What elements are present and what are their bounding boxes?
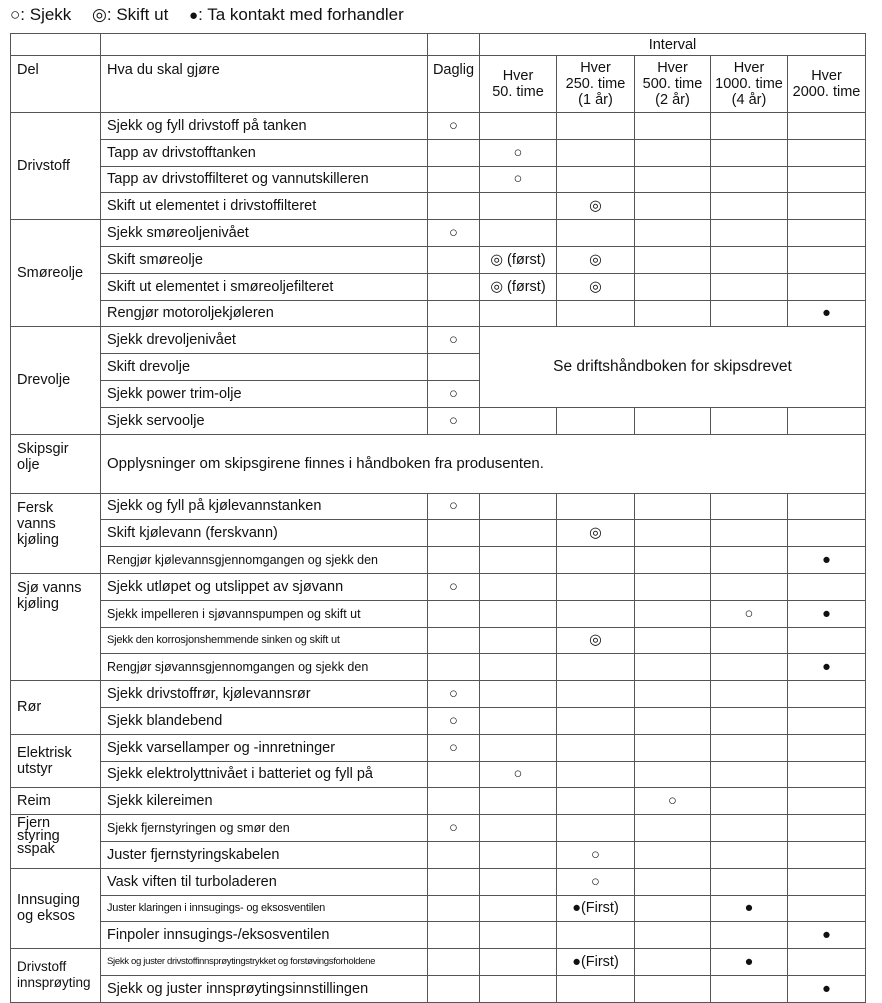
empty-cell xyxy=(428,520,480,547)
table-row xyxy=(11,895,866,922)
empty-cell xyxy=(711,193,788,220)
empty-cell xyxy=(635,841,711,868)
empty-cell xyxy=(635,547,711,574)
header-250h xyxy=(557,56,635,113)
empty-cell xyxy=(480,949,557,976)
empty-cell xyxy=(788,139,866,166)
empty-cell xyxy=(480,815,557,842)
empty-cell xyxy=(557,681,635,708)
empty-cell xyxy=(635,761,711,788)
empty-cell xyxy=(557,600,635,627)
header-500h-line1: Hver xyxy=(657,60,688,76)
check-circle-icon: ○ xyxy=(711,600,788,627)
drive-manual-note: Se driftshåndboken for skipsdrevet xyxy=(480,327,866,407)
empty-cell xyxy=(480,407,557,434)
empty-cell xyxy=(428,273,480,300)
replace-double-circle-icon: ◎ xyxy=(557,627,635,654)
empty-cell xyxy=(480,300,557,327)
empty-cell xyxy=(788,627,866,654)
check-circle-icon: ○ xyxy=(428,220,480,247)
empty-cell xyxy=(711,734,788,761)
legend-check-label: : Sjekk xyxy=(20,5,72,24)
task-cell: Sjekk elektrolyttnivået i batteriet og fyll på xyxy=(101,761,428,788)
empty-cell xyxy=(480,841,557,868)
check-circle-icon: ○ xyxy=(635,788,711,815)
empty-cell xyxy=(788,761,866,788)
header-task: Hva du skal gjøre xyxy=(101,56,428,113)
empty-cell xyxy=(480,193,557,220)
empty-cell xyxy=(635,949,711,976)
replace-first-icon: ◎ (først) xyxy=(480,273,557,300)
section-pipes: Rør xyxy=(11,681,101,735)
empty-cell xyxy=(711,220,788,247)
empty-cell xyxy=(428,627,480,654)
table-row xyxy=(11,815,866,842)
empty-cell xyxy=(635,654,711,681)
section-fuel: Drivstoff xyxy=(11,113,101,220)
check-circle-icon: ○ xyxy=(480,139,557,166)
legend-replace xyxy=(92,5,168,24)
check-circle-icon: ○ xyxy=(480,166,557,193)
task-cell: Sjekk drivstoffrør, kjølevannsrør xyxy=(101,681,428,708)
dealer-filled-circle-icon: ● xyxy=(788,300,866,327)
dealer-filled-circle-icon: ● xyxy=(788,547,866,574)
check-circle-icon: ○ xyxy=(428,380,480,407)
check-circle-icon: ○ xyxy=(428,327,480,354)
header-50h xyxy=(480,56,557,113)
empty-cell xyxy=(788,273,866,300)
section-remote: Fjern styring sspak xyxy=(11,815,101,869)
empty-cell xyxy=(428,193,480,220)
section-oil: Smøreolje xyxy=(11,220,101,327)
task-cell: Skift ut elementet i smøreoljefilteret xyxy=(101,273,428,300)
empty-cell xyxy=(788,841,866,868)
task-cell: Sjekk utløpet og utslippet av sjøvann xyxy=(101,573,428,600)
replace-double-circle-icon: ◎ xyxy=(92,5,107,24)
empty-cell xyxy=(711,654,788,681)
header-blank-part xyxy=(11,34,101,56)
empty-cell xyxy=(480,654,557,681)
table-row xyxy=(11,547,866,574)
section-intake: Innsuging og eksos xyxy=(11,868,101,948)
table-row xyxy=(11,707,866,734)
task-cell: Rengjør motoroljekjøleren xyxy=(101,300,428,327)
empty-cell xyxy=(788,493,866,520)
empty-cell xyxy=(711,627,788,654)
empty-cell xyxy=(480,707,557,734)
empty-cell xyxy=(635,975,711,1002)
table-row xyxy=(11,949,866,976)
empty-cell xyxy=(635,493,711,520)
task-cell: Sjekk impelleren i sjøvannspumpen og skift ut xyxy=(101,600,428,627)
empty-cell xyxy=(788,788,866,815)
table-row xyxy=(11,600,866,627)
task-cell: Sjekk blandebend xyxy=(101,707,428,734)
task-cell: Sjekk servoolje xyxy=(101,407,428,434)
empty-cell xyxy=(711,493,788,520)
empty-cell xyxy=(711,547,788,574)
task-cell: Skift drevolje xyxy=(101,354,428,381)
empty-cell xyxy=(428,654,480,681)
header-50h-line1: Hver xyxy=(502,68,534,84)
header-interval: Interval xyxy=(480,34,866,56)
empty-cell xyxy=(711,113,788,140)
task-cell: Juster klaringen i innsugings- og eksosventilen xyxy=(101,895,428,922)
dealer-filled-circle-icon: ● xyxy=(711,949,788,976)
dealer-first-icon: ●(First) xyxy=(557,895,635,922)
empty-cell xyxy=(557,493,635,520)
empty-cell xyxy=(635,815,711,842)
legend-replace-label: : Skift ut xyxy=(106,5,169,24)
dealer-filled-circle-icon: ● xyxy=(189,7,199,24)
task-cell: Skift smøreolje xyxy=(101,246,428,273)
empty-cell xyxy=(711,841,788,868)
replace-double-circle-icon: ◎ xyxy=(557,246,635,273)
empty-cell xyxy=(788,193,866,220)
empty-cell xyxy=(711,761,788,788)
empty-cell xyxy=(635,922,711,949)
empty-cell xyxy=(711,273,788,300)
table-row xyxy=(11,761,866,788)
empty-cell xyxy=(635,300,711,327)
table-row xyxy=(11,841,866,868)
table-row xyxy=(11,113,866,140)
section-belt: Reim xyxy=(11,788,101,815)
empty-cell xyxy=(480,895,557,922)
check-circle-icon: ○ xyxy=(428,707,480,734)
check-circle-icon: ○ xyxy=(428,573,480,600)
empty-cell xyxy=(788,707,866,734)
empty-cell xyxy=(428,547,480,574)
empty-cell xyxy=(557,220,635,247)
task-cell: Juster fjernstyringskabelen xyxy=(101,841,428,868)
empty-cell xyxy=(480,627,557,654)
table-row xyxy=(11,520,866,547)
empty-cell xyxy=(428,868,480,895)
task-cell: Sjekk og fyll drivstoff på tanken xyxy=(101,113,428,140)
empty-cell xyxy=(635,273,711,300)
empty-cell xyxy=(788,407,866,434)
section-gear-oil: Skipsgir olje xyxy=(11,434,101,493)
check-circle-icon: ○ xyxy=(428,681,480,708)
dealer-filled-circle-icon: ● xyxy=(788,922,866,949)
empty-cell xyxy=(428,139,480,166)
empty-cell xyxy=(557,300,635,327)
table-row xyxy=(11,434,866,493)
empty-cell xyxy=(711,300,788,327)
empty-cell xyxy=(635,573,711,600)
empty-cell xyxy=(711,573,788,600)
empty-cell xyxy=(480,113,557,140)
empty-cell xyxy=(557,815,635,842)
header-500h-line3: (2 år) xyxy=(655,92,690,108)
empty-cell xyxy=(711,922,788,949)
empty-cell xyxy=(428,761,480,788)
empty-cell xyxy=(428,600,480,627)
check-circle-icon: ○ xyxy=(557,841,635,868)
dealer-filled-circle-icon: ● xyxy=(788,600,866,627)
task-cell: Sjekk drevoljenivået xyxy=(101,327,428,354)
empty-cell xyxy=(711,707,788,734)
empty-cell xyxy=(635,520,711,547)
empty-cell xyxy=(428,300,480,327)
empty-cell xyxy=(788,113,866,140)
empty-cell xyxy=(480,220,557,247)
empty-cell xyxy=(711,166,788,193)
header-50h-line2: 50. time xyxy=(492,84,544,100)
replace-double-circle-icon: ◎ xyxy=(557,273,635,300)
header-1000h-line2: 1000. time xyxy=(715,76,783,92)
empty-cell xyxy=(480,600,557,627)
table-row xyxy=(11,788,866,815)
empty-cell xyxy=(788,734,866,761)
section-electrical: Elektrisk utstyr xyxy=(11,734,101,788)
empty-cell xyxy=(428,246,480,273)
header-2000h xyxy=(788,56,866,113)
empty-cell xyxy=(635,681,711,708)
table-row xyxy=(11,193,866,220)
task-cell: Vask viften til turboladeren xyxy=(101,868,428,895)
empty-cell xyxy=(480,520,557,547)
task-cell: Sjekk og juster drivstoffinnsprøytingstrykket og forstøvingsforholdene xyxy=(101,949,428,976)
table-row xyxy=(11,246,866,273)
check-circle-icon: ○ xyxy=(428,734,480,761)
empty-cell xyxy=(635,627,711,654)
header-2000h-line1: Hver xyxy=(811,68,842,84)
empty-cell xyxy=(635,166,711,193)
empty-cell xyxy=(711,520,788,547)
table-row xyxy=(11,627,866,654)
table-row xyxy=(11,166,866,193)
header-250h-line1: Hver xyxy=(580,60,611,76)
empty-cell xyxy=(788,520,866,547)
header-row-2 xyxy=(11,56,866,113)
empty-cell xyxy=(428,922,480,949)
empty-cell xyxy=(635,407,711,434)
header-part: Del xyxy=(11,56,101,113)
empty-cell xyxy=(557,788,635,815)
empty-cell xyxy=(480,922,557,949)
section-sea-cooling: Sjø vanns kjøling xyxy=(11,573,101,680)
dealer-filled-circle-icon: ● xyxy=(788,654,866,681)
empty-cell xyxy=(557,761,635,788)
dealer-filled-circle-icon: ● xyxy=(711,895,788,922)
gear-oil-note: Opplysninger om skipsgirene finnes i håndboken fra produsenten. xyxy=(101,434,866,493)
empty-cell xyxy=(788,681,866,708)
empty-cell xyxy=(711,139,788,166)
dealer-first-icon: ●(First) xyxy=(557,949,635,976)
empty-cell xyxy=(480,547,557,574)
header-2000h-line2: 2000. time xyxy=(792,84,861,100)
legend-dealer xyxy=(189,5,404,24)
legend xyxy=(10,5,420,25)
task-cell: Sjekk fjernstyringen og smør den xyxy=(101,815,428,842)
dealer-filled-circle-icon: ● xyxy=(788,975,866,1002)
empty-cell xyxy=(428,788,480,815)
header-blank-task xyxy=(101,34,428,56)
task-cell: Skift kjølevann (ferskvann) xyxy=(101,520,428,547)
empty-cell xyxy=(428,895,480,922)
empty-cell xyxy=(557,139,635,166)
empty-cell xyxy=(428,949,480,976)
empty-cell xyxy=(635,246,711,273)
empty-cell xyxy=(480,788,557,815)
empty-cell xyxy=(557,654,635,681)
empty-cell xyxy=(557,734,635,761)
empty-cell xyxy=(557,573,635,600)
table-row xyxy=(11,975,866,1002)
empty-cell xyxy=(480,681,557,708)
empty-cell xyxy=(557,922,635,949)
table-row xyxy=(11,273,866,300)
check-circle-icon: ○ xyxy=(480,761,557,788)
empty-cell xyxy=(480,573,557,600)
empty-cell xyxy=(711,681,788,708)
empty-cell xyxy=(557,407,635,434)
task-cell: Sjekk smøreoljenivået xyxy=(101,220,428,247)
check-circle-icon: ○ xyxy=(428,113,480,140)
check-circle-icon: ○ xyxy=(428,815,480,842)
empty-cell xyxy=(711,246,788,273)
task-cell: Finpoler innsugings-/eksosventilen xyxy=(101,922,428,949)
task-cell: Sjekk og fyll på kjølevannstanken xyxy=(101,493,428,520)
empty-cell xyxy=(480,734,557,761)
header-1000h-line1: Hver xyxy=(733,60,765,76)
empty-cell xyxy=(711,815,788,842)
empty-cell xyxy=(788,166,866,193)
task-cell: Rengjør kjølevannsgjennomgangen og sjekk den xyxy=(101,547,428,574)
empty-cell xyxy=(557,113,635,140)
empty-cell xyxy=(635,193,711,220)
task-cell: Tapp av drivstoffilteret og vannutskilleren xyxy=(101,166,428,193)
empty-cell xyxy=(788,949,866,976)
header-daily: Daglig xyxy=(428,56,480,113)
task-cell: Sjekk kilereimen xyxy=(101,788,428,815)
table-row xyxy=(11,139,866,166)
replace-double-circle-icon: ◎ xyxy=(557,520,635,547)
table-row xyxy=(11,327,866,354)
empty-cell xyxy=(480,868,557,895)
empty-cell xyxy=(635,895,711,922)
empty-cell xyxy=(480,493,557,520)
empty-cell xyxy=(788,220,866,247)
empty-cell xyxy=(635,139,711,166)
table-row xyxy=(11,300,866,327)
empty-cell xyxy=(635,868,711,895)
table-row xyxy=(11,734,866,761)
check-circle-icon: ○ xyxy=(557,868,635,895)
table-row xyxy=(11,407,866,434)
task-cell: Sjekk og juster innsprøytingsinnstillingen xyxy=(101,975,428,1002)
empty-cell xyxy=(711,868,788,895)
check-circle-icon: ○ xyxy=(10,5,21,24)
replace-double-circle-icon: ◎ xyxy=(557,193,635,220)
empty-cell xyxy=(428,841,480,868)
header-1000h xyxy=(711,56,788,113)
legend-check xyxy=(10,5,71,24)
empty-cell xyxy=(788,895,866,922)
empty-cell xyxy=(711,975,788,1002)
section-fresh-cooling: Fersk vanns kjøling xyxy=(11,493,101,573)
legend-dealer-label: : Ta kontakt med forhandler xyxy=(198,5,404,24)
empty-cell xyxy=(711,407,788,434)
empty-cell xyxy=(635,220,711,247)
header-250h-line3: (1 år) xyxy=(578,92,613,108)
empty-cell xyxy=(557,707,635,734)
maintenance-table xyxy=(10,33,866,1003)
table-row xyxy=(11,220,866,247)
header-500h-line2: 500. time xyxy=(642,76,703,92)
empty-cell xyxy=(557,975,635,1002)
header-500h xyxy=(635,56,711,113)
table-row xyxy=(11,868,866,895)
section-drive-oil: Drevolje xyxy=(11,327,101,434)
empty-cell xyxy=(557,547,635,574)
empty-cell xyxy=(788,868,866,895)
empty-cell xyxy=(557,166,635,193)
section-injection: Drivstoff innsprøyting xyxy=(11,949,101,1003)
table-row xyxy=(11,922,866,949)
empty-cell xyxy=(480,975,557,1002)
table-row xyxy=(11,573,866,600)
check-circle-icon: ○ xyxy=(428,407,480,434)
header-250h-line2: 250. time xyxy=(565,76,626,92)
empty-cell xyxy=(788,815,866,842)
empty-cell xyxy=(635,600,711,627)
empty-cell xyxy=(428,166,480,193)
empty-cell xyxy=(428,354,480,381)
task-cell: Skift ut elementet i drivstoffilteret xyxy=(101,193,428,220)
replace-first-icon: ◎ (først) xyxy=(480,246,557,273)
check-circle-icon: ○ xyxy=(428,493,480,520)
table-row xyxy=(11,681,866,708)
task-cell: Rengjør sjøvannsgjennomgangen og sjekk den xyxy=(101,654,428,681)
header-blank-daily xyxy=(428,34,480,56)
task-cell: Tapp av drivstofftanken xyxy=(101,139,428,166)
table-row xyxy=(11,493,866,520)
empty-cell xyxy=(711,788,788,815)
task-cell: Sjekk power trim-olje xyxy=(101,380,428,407)
empty-cell xyxy=(428,975,480,1002)
empty-cell xyxy=(635,734,711,761)
table-row xyxy=(11,654,866,681)
empty-cell xyxy=(788,246,866,273)
task-cell: Sjekk varsellamper og -innretninger xyxy=(101,734,428,761)
header-row-1 xyxy=(11,34,866,56)
empty-cell xyxy=(635,707,711,734)
empty-cell xyxy=(788,573,866,600)
empty-cell xyxy=(635,113,711,140)
task-cell: Sjekk den korrosjonshemmende sinken og skift ut xyxy=(101,627,428,654)
header-1000h-line3: (4 år) xyxy=(731,92,767,108)
